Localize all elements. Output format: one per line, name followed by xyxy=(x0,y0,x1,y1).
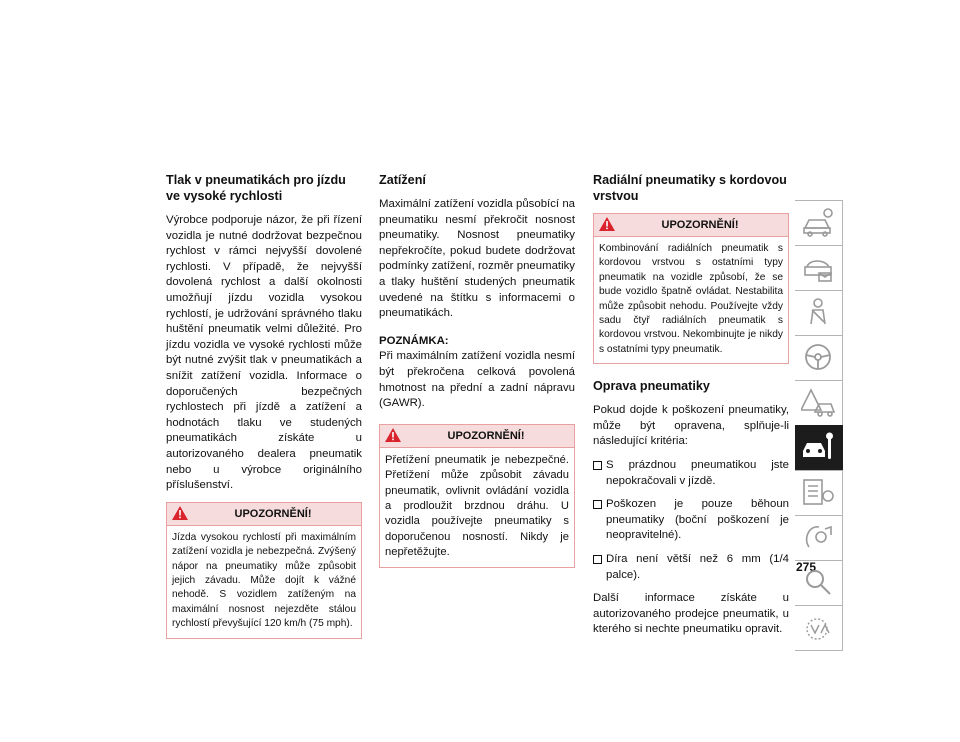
warning-triangle-car-icon xyxy=(801,386,835,418)
tab-index[interactable] xyxy=(795,560,843,605)
checkbox-bullet-icon xyxy=(593,461,602,470)
paragraph-loading: Maximální zatížení vozidla působící na pneumatiku nesmí překročit nosnost pneumatiky. Nosnost pneumatiky nepřekročíte, pokud budete dodržovat podmínky zatížení, rozměr pneumatiky a tlaky huštění studených pneumatik uvedené na štítku s informacemi o pneumatikách. xyxy=(379,198,575,320)
warning-header xyxy=(167,503,361,526)
sidebar-bottom-rule xyxy=(795,650,843,651)
warning-text: Jízda vysokou rychlostí při maximálním zatížení vozidla je nebezpečná. Zvýšený nápor na pneumatiky může způsobit jejich závadu. Může dojít k vážné nehodě. S vozidlem zatíženým na maximální nosnost nejezděte stálou rychlostí převyšující 120 km/h (75 mph). xyxy=(172,531,356,630)
tab-languages[interactable] xyxy=(795,605,843,650)
warning-text: Kombinování radiálních pneumatik s kordovou vrstvou s ostatními typy pneumatik na vozidle způsobí, že se bude vozidlo špatně ovládat. Nestabilita může způsobit nehodu. Používejte vždy sadu čtyř radiálních pneumatik s kordovou vrstvou. Nekombinujte je nikdy s ostatními typy pneumatik. xyxy=(599,243,783,355)
warning-text: Přetížení pneumatik je nebezpečné. Přetížení může způsobit závadu pneumatik, ovlivnit ovládání vozidla a prodloužit brzdnou dráhu. U vozidla používejte pneumatiky s doporučenou nosností. Nikdy je nepřetěžujte. xyxy=(385,453,569,559)
warning-title: UPOZORNĚNÍ! xyxy=(661,219,739,231)
section-heading-high-speed: Tlak v pneumatikách pro jízdu ve vysoké rychlosti xyxy=(166,173,346,203)
checkbox-bullet-icon xyxy=(593,500,602,509)
column-right xyxy=(593,172,789,646)
tab-emergency[interactable] xyxy=(795,380,843,425)
car-dashboard-icon xyxy=(801,251,835,283)
note xyxy=(379,334,575,412)
tab-starting-operating[interactable] xyxy=(795,335,843,380)
paragraph-repair-outro: Další informace získáte u autorizovaného prodejce pneumatik, u kterého si nechte pneumatiku opravit. xyxy=(593,592,789,636)
seatbelt-airbag-icon xyxy=(801,296,835,328)
paragraph-high-speed: Výrobce podporuje názor, že při řízení vozidla je nutné dodržovat bezpečnou rychlost v rámci nejvyšší dovolené rychlosti. V případě, že nejvyšší dovolená rychlost a další okolnosti umožňují jízdu vozidla vysokou rychlostí, je udržování správného tlaku huštění pneumatik velmi důležité. Pro jízdu vozidla ve vysoké rychlosti může být nutné zvýšit tlak v pneumatikách a snížit zatížení vozidla. Informace o doporučených bezpečných rychlostech při jízdě a zatížení a hodnotách tlaku ve studených pneumatikách získáte u autorizovaného dealera pneumatik nebo u výrobce originálního příslušenství. xyxy=(166,214,362,492)
maintenance-list-icon xyxy=(801,476,835,508)
page-number: 275 xyxy=(796,560,817,574)
warning-triangle-icon xyxy=(385,428,401,442)
steering-wheel-icon xyxy=(801,341,835,373)
languages-icon xyxy=(801,611,835,643)
section-heading-radial: Radiální pneumatiky s kordovou vrstvou xyxy=(593,173,787,203)
warning-header xyxy=(380,425,574,448)
warning-title: UPOZORNĚNÍ! xyxy=(447,429,525,442)
warning-triangle-icon xyxy=(172,506,188,520)
tab-technical-specs[interactable] xyxy=(795,470,843,515)
tab-multimedia[interactable] xyxy=(795,515,843,560)
tab-getting-to-know[interactable] xyxy=(795,200,843,245)
list-item: Poškozen je pouze běhoun pneumatiky (boční poškození je neopravitelné). xyxy=(593,497,789,544)
car-service-wrench-icon xyxy=(801,431,835,463)
tab-safety[interactable] xyxy=(795,290,843,335)
warning-box xyxy=(166,502,362,639)
section-heading-repair: Oprava pneumatiky xyxy=(593,379,710,394)
car-info-icon xyxy=(801,206,835,238)
warning-box xyxy=(593,213,789,364)
section-heading-loading: Zatížení xyxy=(379,173,426,187)
warning-header xyxy=(594,214,788,237)
column-left xyxy=(166,172,362,649)
paragraph-repair-intro: Pokud dojde k poškození pneumatiky, může být opravena, splňuje-li následující kritéria: xyxy=(593,404,789,448)
multimedia-icon xyxy=(801,521,835,553)
list-item: S prázdnou pneumatikou jste nepokračovali v jízdě. xyxy=(593,458,789,489)
list-item: Díra není větší než 6 mm (1/4 palce). xyxy=(593,552,789,583)
column-middle xyxy=(379,172,575,578)
tab-dashboard[interactable] xyxy=(795,245,843,290)
note-text: Při maximálním zatížení vozidla nesmí být překročena celková povolená hmotnost na přední a zadní nápravu (GAWR). xyxy=(379,350,575,410)
note-title: POZNÁMKA: xyxy=(379,334,449,347)
warning-box xyxy=(379,424,575,568)
checkbox-bullet-icon xyxy=(593,555,602,564)
warning-triangle-icon xyxy=(599,217,615,231)
criteria-list xyxy=(593,458,789,583)
warning-title: UPOZORNĚNÍ! xyxy=(234,507,312,520)
magnifier-index-icon xyxy=(801,566,835,598)
chapter-tab-sidebar xyxy=(795,200,843,651)
tab-servicing-maintenance[interactable] xyxy=(795,425,843,470)
